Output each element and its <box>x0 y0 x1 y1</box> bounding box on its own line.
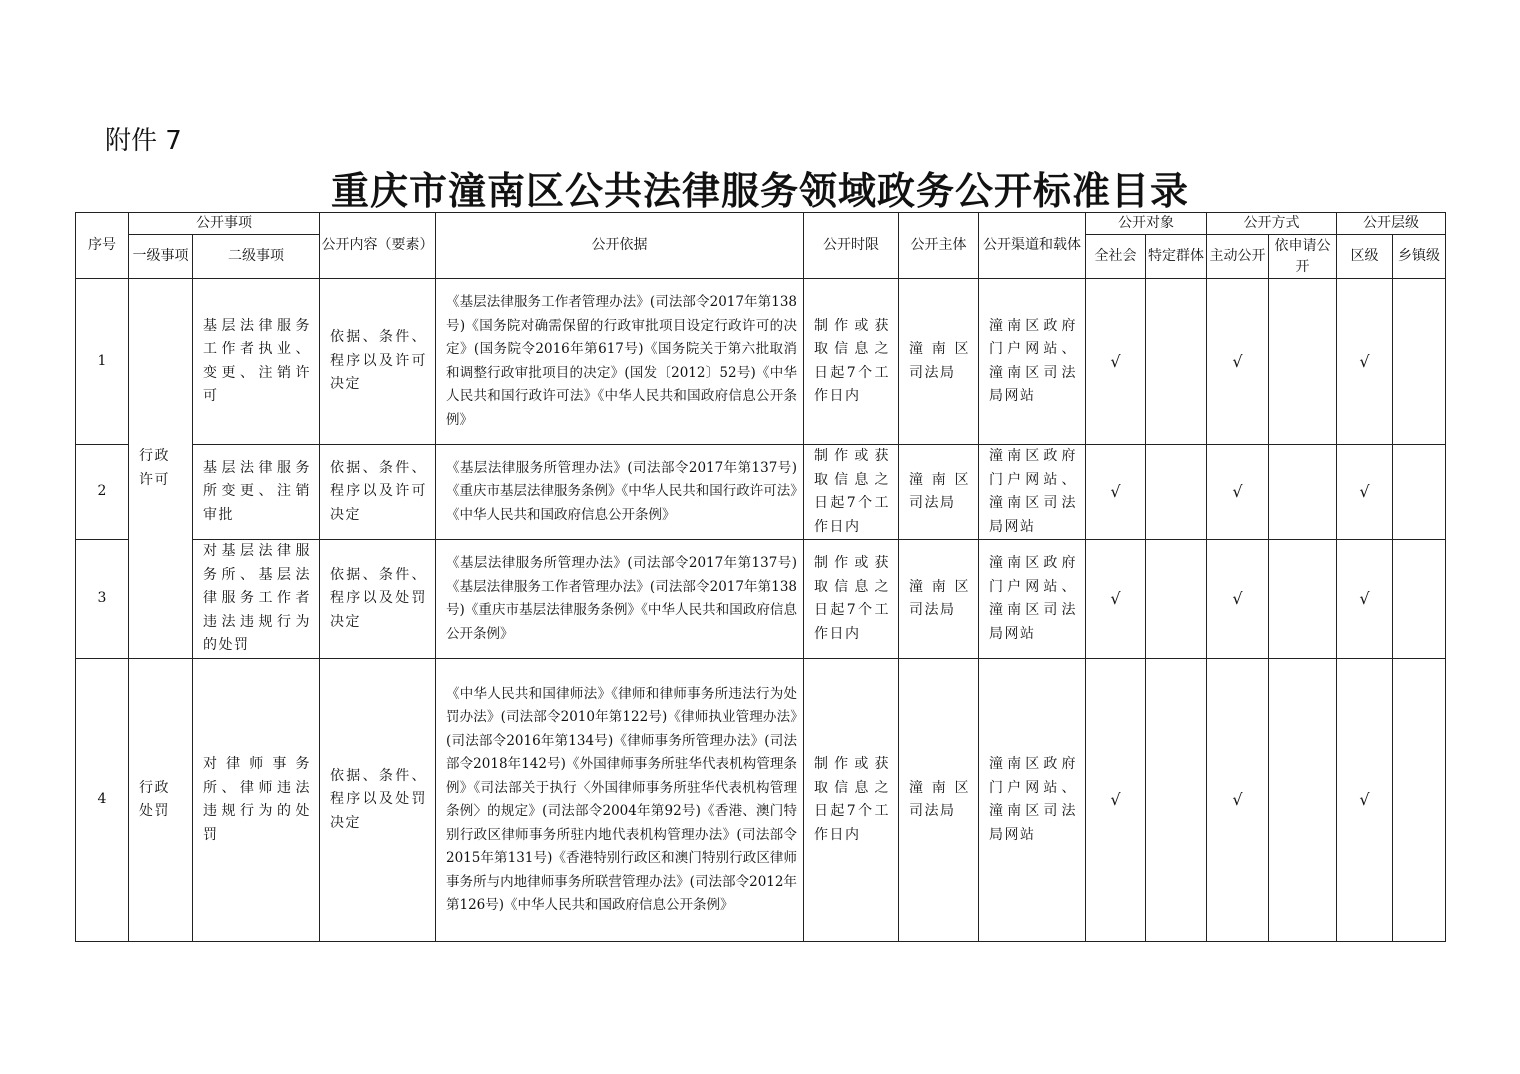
row-time-limit: 制作或获取信息之日起7个工作日内 <box>804 279 899 445</box>
header-tier-district: 区级 <box>1337 235 1393 279</box>
header-seq: 序号 <box>76 213 129 279</box>
row-subject: 潼南区司法局 <box>899 445 979 540</box>
check-audience-all: √ <box>1086 540 1146 659</box>
group-admin-permit: 行政许可 <box>129 279 193 659</box>
row-subject: 潼南区司法局 <box>899 279 979 445</box>
document-title: 重庆市潼南区公共法律服务领域政务公开标准目录 <box>330 168 1189 213</box>
row-seq: 2 <box>76 445 129 540</box>
group-admin-penalty: 行政处罚 <box>129 659 193 942</box>
row-time-limit: 制作或获取信息之日起7个工作日内 <box>804 540 899 659</box>
row-content: 依据、条件、程序以及许可决定 <box>320 445 436 540</box>
header-method-active: 主动公开 <box>1207 235 1269 279</box>
header-basis: 公开依据 <box>436 213 804 279</box>
header-tier-town: 乡镇级 <box>1393 235 1446 279</box>
row-content: 依据、条件、程序以及许可决定 <box>320 279 436 445</box>
row-content: 依据、条件、程序以及处罚决定 <box>320 540 436 659</box>
check-audience-all: √ <box>1086 659 1146 942</box>
row-subject: 潼南区司法局 <box>899 659 979 942</box>
check-audience-all: √ <box>1086 445 1146 540</box>
row-seq: 3 <box>76 540 129 659</box>
row-seq: 1 <box>76 279 129 445</box>
row-basis: 《基层法律服务所管理办法》(司法部令2017年第137号)《重庆市基层法律服务条例》《中华人民共和国行政许可法》《中华人民共和国政府信息公开条例》 <box>436 445 804 540</box>
table-row <box>76 659 1446 942</box>
row-channel: 潼南区政府门户网站、潼南区司法局网站 <box>979 279 1086 445</box>
row-level2: 基层法律服务工作者执业、变更、注销许可 <box>193 279 320 445</box>
row-time-limit: 制作或获取信息之日起7个工作日内 <box>804 445 899 540</box>
check-tier-district: √ <box>1337 279 1393 445</box>
header-level2: 二级事项 <box>193 235 320 279</box>
header-content: 公开内容（要素） <box>320 213 436 279</box>
row-level2: 对律师事务所、律师违法违规行为的处罚 <box>193 659 320 942</box>
row-channel: 潼南区政府门户网站、潼南区司法局网站 <box>979 659 1086 942</box>
row-seq: 4 <box>76 659 129 942</box>
header-items: 公开事项 <box>129 213 320 235</box>
check-method-active: √ <box>1207 659 1269 942</box>
row-content: 依据、条件、程序以及处罚决定 <box>320 659 436 942</box>
header-method: 公开方式 <box>1207 213 1337 235</box>
header-time-limit: 公开时限 <box>804 213 899 279</box>
header-method-request: 依申请公开 <box>1269 235 1337 279</box>
header-audience-specific: 特定群体 <box>1146 235 1207 279</box>
row-channel: 潼南区政府门户网站、潼南区司法局网站 <box>979 540 1086 659</box>
row-level2: 基层法律服务所变更、注销审批 <box>193 445 320 540</box>
check-method-active: √ <box>1207 445 1269 540</box>
header-audience-all: 全社会 <box>1086 235 1146 279</box>
header-level1: 一级事项 <box>129 235 193 279</box>
row-subject: 潼南区司法局 <box>899 540 979 659</box>
header-tier: 公开层级 <box>1337 213 1446 235</box>
row-level2: 对基层法律服务所、基层法律服务工作者违法违规行为的处罚 <box>193 540 320 659</box>
check-tier-district: √ <box>1337 445 1393 540</box>
header-audience: 公开对象 <box>1086 213 1207 235</box>
row-basis: 《基层法律服务所管理办法》(司法部令2017年第137号)《基层法律服务工作者管理办法》(司法部令2017年第138号)《重庆市基层法律服务条例》《中华人民共和国政府信息公开条例》 <box>436 540 804 659</box>
attachment-label: 附件 7 <box>105 126 182 156</box>
header-channel: 公开渠道和载体 <box>979 213 1086 279</box>
row-basis: 《基层法律服务工作者管理办法》(司法部令2017年第138号)《国务院对确需保留的行政审批项目设定行政许可的决定》(国务院令2016年第617号)《国务院关于第六批取消和调整行政审批项目的决定》(国发〔2012〕52号)《中华人民共和国行政许可法》《中华人民共和国政府信息公开条例》 <box>436 279 804 445</box>
check-method-active: √ <box>1207 540 1269 659</box>
row-time-limit: 制作或获取信息之日起7个工作日内 <box>804 659 899 942</box>
check-tier-district: √ <box>1337 540 1393 659</box>
check-audience-all: √ <box>1086 279 1146 445</box>
table-row <box>76 279 1446 445</box>
table-row <box>76 445 1446 540</box>
header-subject: 公开主体 <box>899 213 979 279</box>
row-basis: 《中华人民共和国律师法》《律师和律师事务所违法行为处罚办法》(司法部令2010年第122号)《律师执业管理办法》(司法部令2016年第134号)《律师事务所管理办法》(司法部令2018年142号)《外国律师事务所驻华代表机构管理条例》《司法部关于执行〈外国律师事务所驻华代表机构管理条例〉的规定》(司法部令2004年第92号)《香港、澳门特别行政区律师事务所驻内地代表机构管理办法》(司法部令2015年第131号)《香港特别行政区和澳门特别行政区律师事务所与内地律师事务所联营管理办法》(司法部令2012年第126号)《中华人民共和国政府信息公开条例》 <box>436 659 804 942</box>
table-row <box>76 540 1446 659</box>
check-tier-district: √ <box>1337 659 1393 942</box>
check-method-active: √ <box>1207 279 1269 445</box>
catalog-table <box>75 212 1446 942</box>
row-channel: 潼南区政府门户网站、潼南区司法局网站 <box>979 445 1086 540</box>
